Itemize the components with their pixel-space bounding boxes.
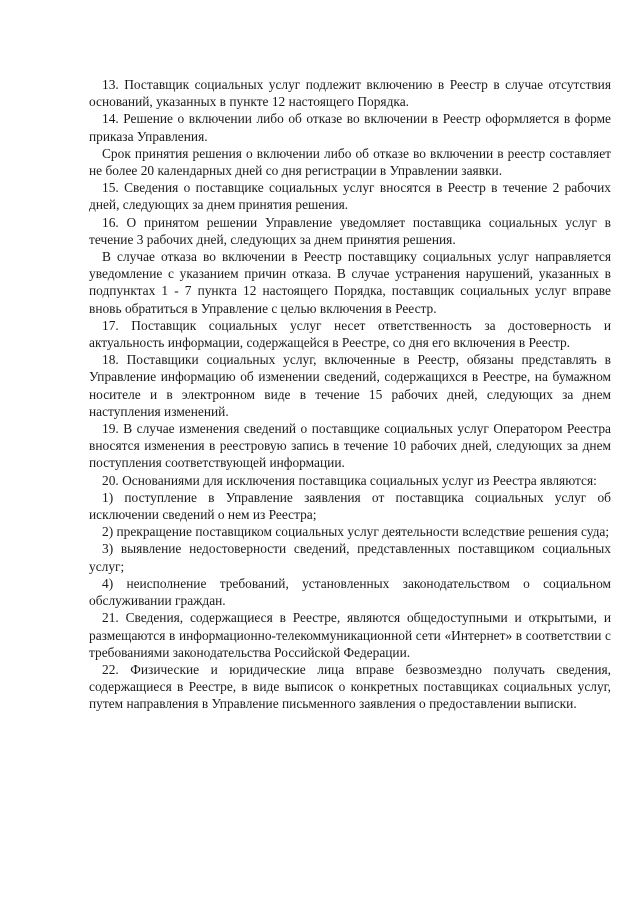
paragraph-13: 13. Поставщик социальных услуг подлежит включению в Реестр в случае отсутствия оснований, указанных в пункте 12 настоящего Порядка. [89,77,611,110]
paragraph-16: 16. О принятом решении Управление уведомляет поставщика социальных услуг в течение 3 рабочих дней, следующих за днем принятия решения. [89,214,611,247]
paragraph-19: 19. В случае изменения сведений о поставщике социальных услуг Оператором Реестра вносятся изменения в реестровую запись в течение 10 рабочих дней, следующих за днем поступления соответствующей информации. [89,421,611,471]
paragraph-20-item-2: 2) прекращение поставщиком социальных услуг деятельности вследствие решения суда; [102,524,610,540]
paragraph-18: 18. Поставщики социальных услуг, включенные в Реестр, обязаны представлять в Управление информацию об изменении сведений, содержащихся в Реестре, на бумажном носителе и в электронном виде в течение 15 рабочих дней, следующих за днем наступления изменений. [89,352,611,419]
paragraph-20-item-3: 3) выявление недостоверности сведений, представленных поставщиком социальных услуг; [89,541,611,574]
document-page [89,76,611,713]
paragraph-17: 17. Поставщик социальных услуг несет ответственность за достоверность и актуальность информации, содержащейся в Реестре, со дня его включения в Реестр. [89,317,611,351]
paragraph-20-item-1: 1) поступление в Управление заявления от поставщика социальных услуг об исключении сведений о нем из Реестра; [89,489,611,523]
paragraph-14-term: Срок принятия решения о включении либо об отказе во включении в реестр составляет не более 20 календарных дней со дня регистрации в Управлении заявки. [89,145,611,179]
paragraph-20: 20. Основаниями для исключения поставщика социальных услуг из Реестра являются: [102,472,597,488]
paragraph-16-refusal: В случае отказа во включении в Реестр поставщику социальных услуг направляется уведомление с указанием причин отказа. В случае устранения нарушений, указанных в подпунктах 1 - 7 пункта 12 настоящего Порядка, поставщик социальных услуг вправе вновь обратиться в Управление с целью включения в Реестр. [89,249,611,316]
paragraph-15: 15. Сведения о поставщике социальных услуг вносятся в Реестр в течение 2 рабочих дней, следующих за днем принятия решения. [89,180,611,213]
paragraph-22: 22. Физические и юридические лица вправе безвозмездно получать сведения, содержащиеся в Реестре, в виде выписок о конкретных поставщиках социальных услуг, путем направления в Управление письменного заявления о предоставлении выписки. [89,661,611,712]
paragraph-20-item-4: 4) неисполнение требований, установленных законодательством о социальном обслуживании граждан. [89,575,611,609]
paragraph-14: 14. Решение о включении либо об отказе во включении в Реестр оформляется в форме приказа Управления. [89,111,611,144]
paragraph-21: 21. Сведения, содержащиеся в Реестре, являются общедоступными и открытыми, и размещаются в информационно-телекоммуникационной сети «Интернет» в соответствии с требованиями законодательства Российской Федерации. [89,610,611,660]
